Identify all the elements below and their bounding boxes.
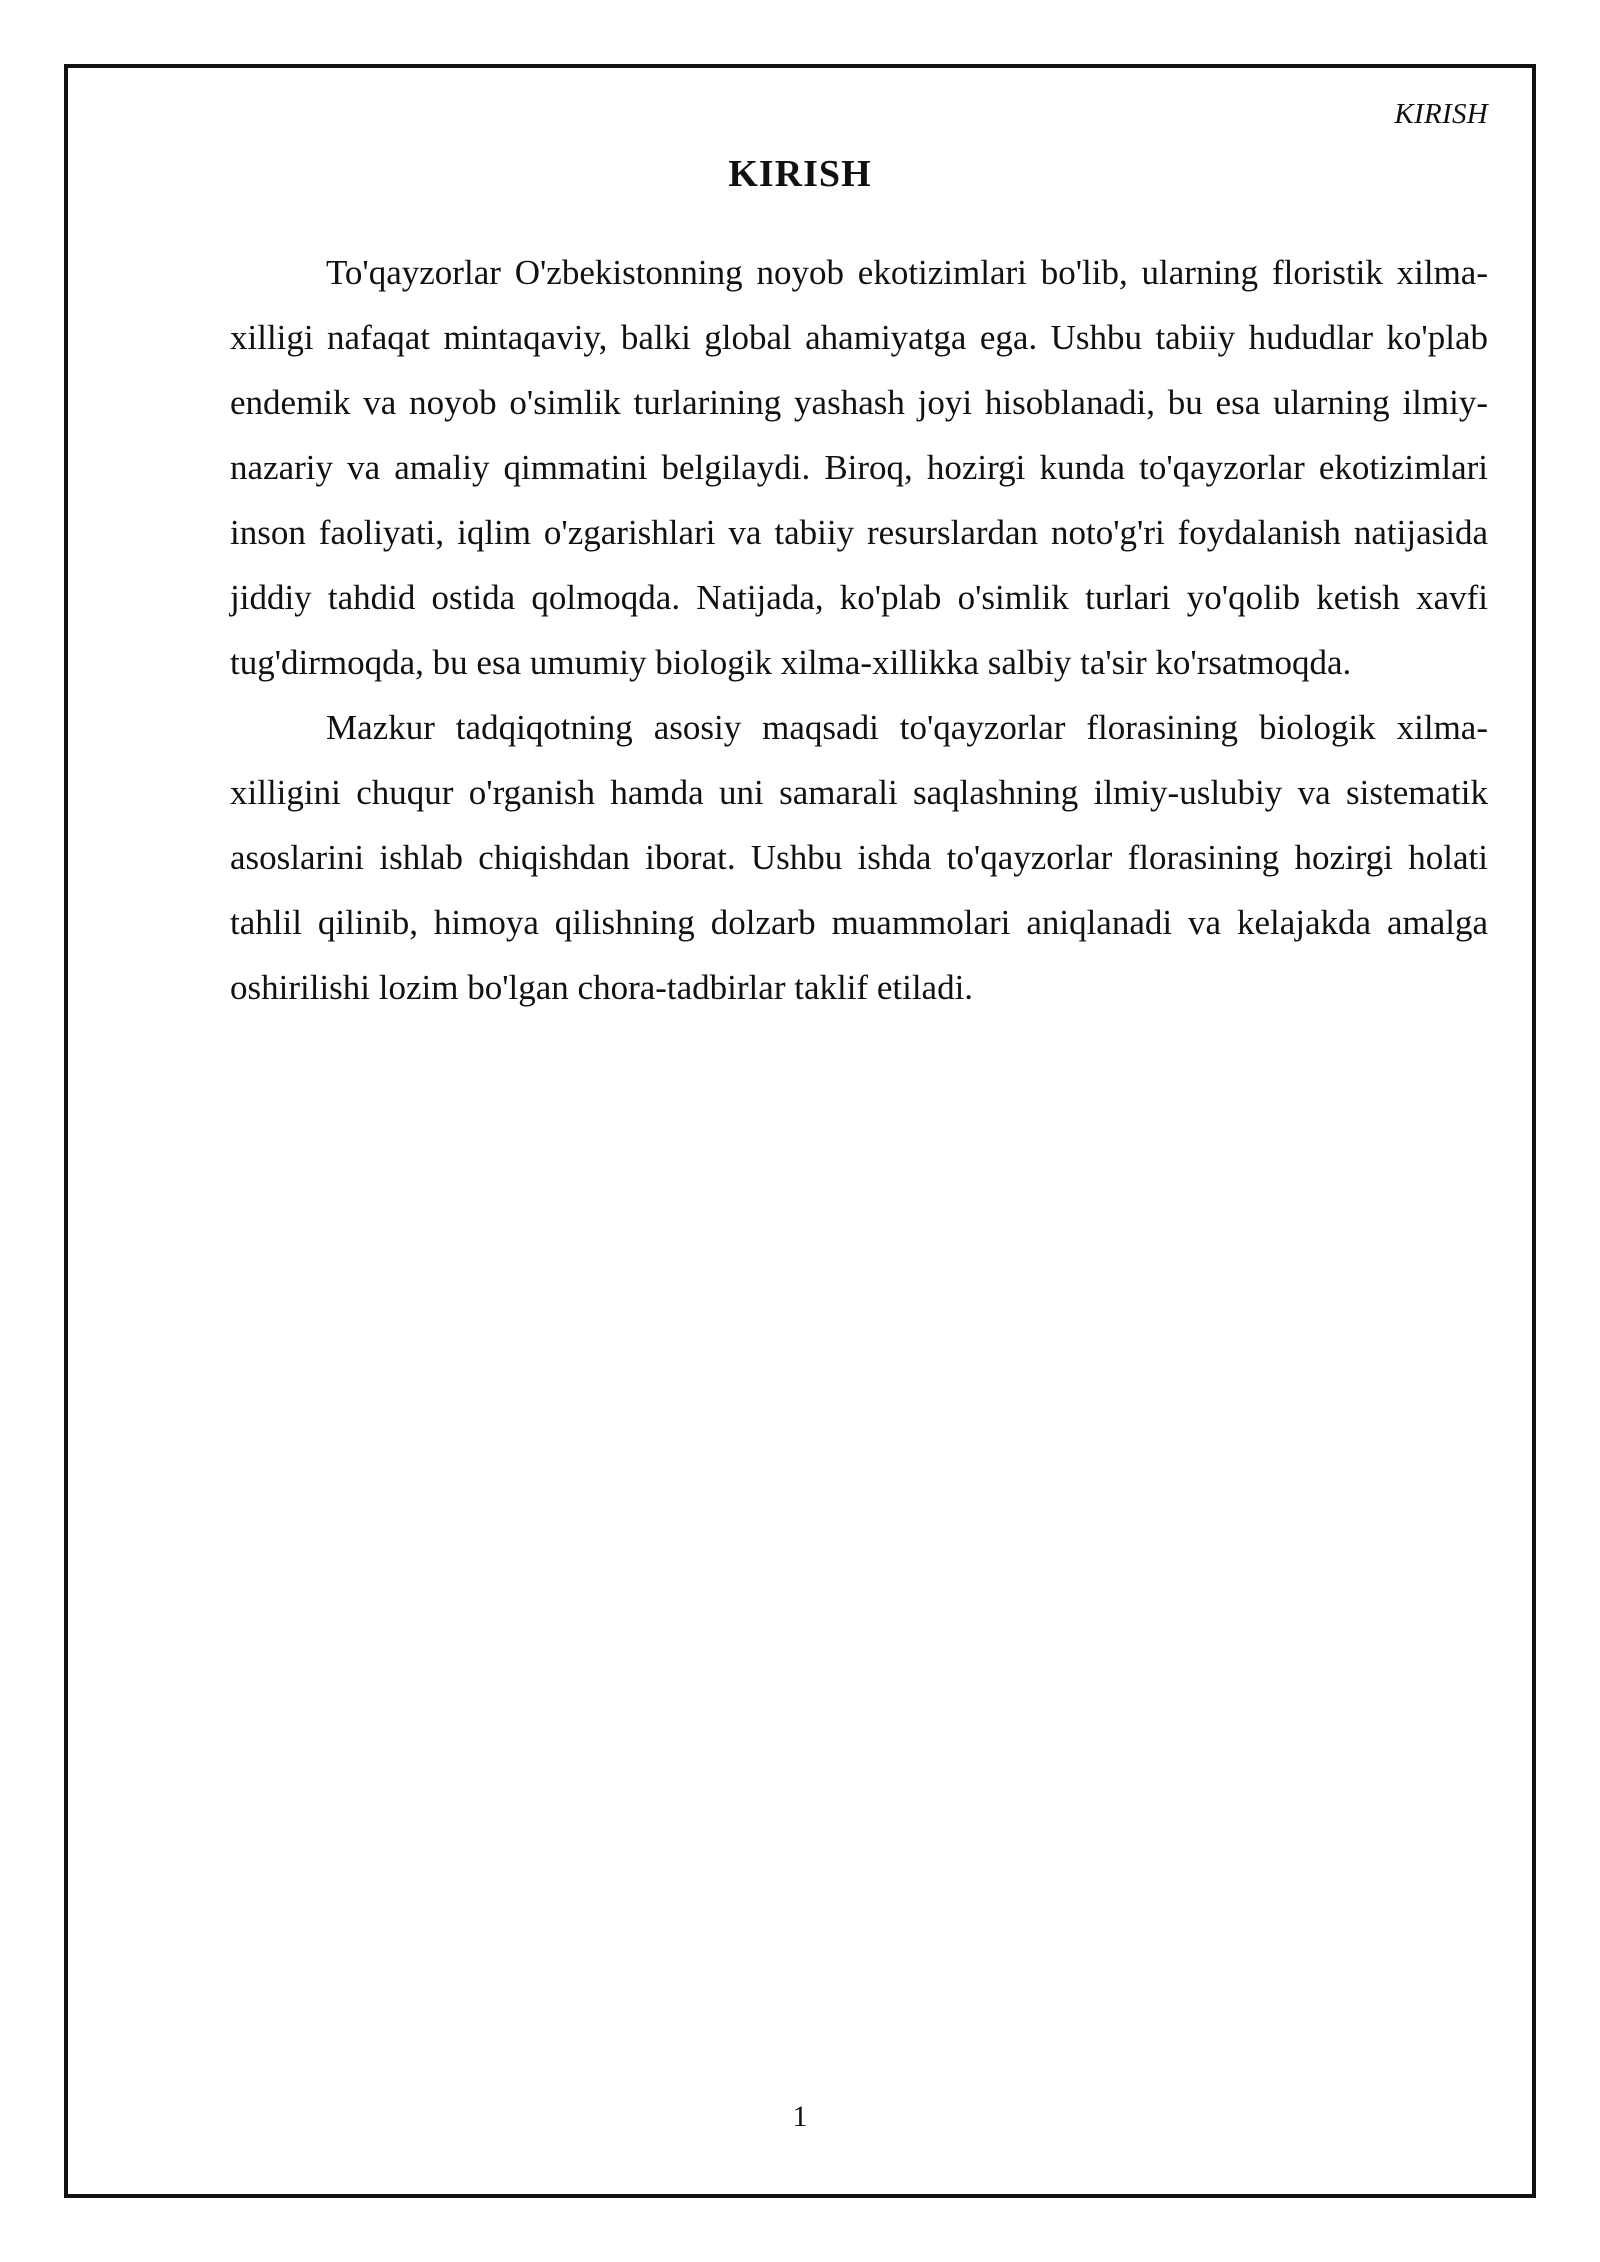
page-number: 1 [792,2100,808,2133]
document-body [230,240,1488,1020]
paragraph-1: To'qayzorlar O'zbekistonning noyob ekotizimlari bo'lib, ularning floristik xilma-xilligi nafaqat mintaqaviy, balki global ahamiyatga ega. Ushbu tabiiy hududlar ko'plab endemik va noyob o'simlik turlarining yashash joyi hisoblanadi, bu esa ularning ilmiy-nazariy va amaliy qimmatini belgilaydi. Biroq, hozirgi kunda to'qayzorlar ekotizimlari inson faoliyati, iqlim o'zgarishlari va tabiiy resurslardan noto'g'ri foydalanish natijasida jiddiy tahdid ostida qolmoqda. Natijada, ko'plab o'simlik turlari yo'qolib ketish xavfi tug'dirmoqda, bu esa umumiy biologik xilma-xillikka salbiy ta'sir ko'rsatmoqda. [230,253,1488,682]
page-title: KIRISH [728,153,872,195]
running-header: KIRISH [1394,98,1488,130]
paragraph-2: Mazkur tadqiqotning asosiy maqsadi to'qayzorlar florasining biologik xilma-xilligini chuqur o'rganish hamda uni samarali saqlashning ilmiy-uslubiy va sistematik asoslarini ishlab chiqishdan iborat. Ushbu ishda to'qayzorlar florasining hozirgi holati tahlil qilinib, himoya qilishning dolzarb muammolari aniqlanadi va kelajakda amalga oshirilishi lozim bo'lgan chora-tadbirlar taklif etiladi. [230,708,1488,1007]
